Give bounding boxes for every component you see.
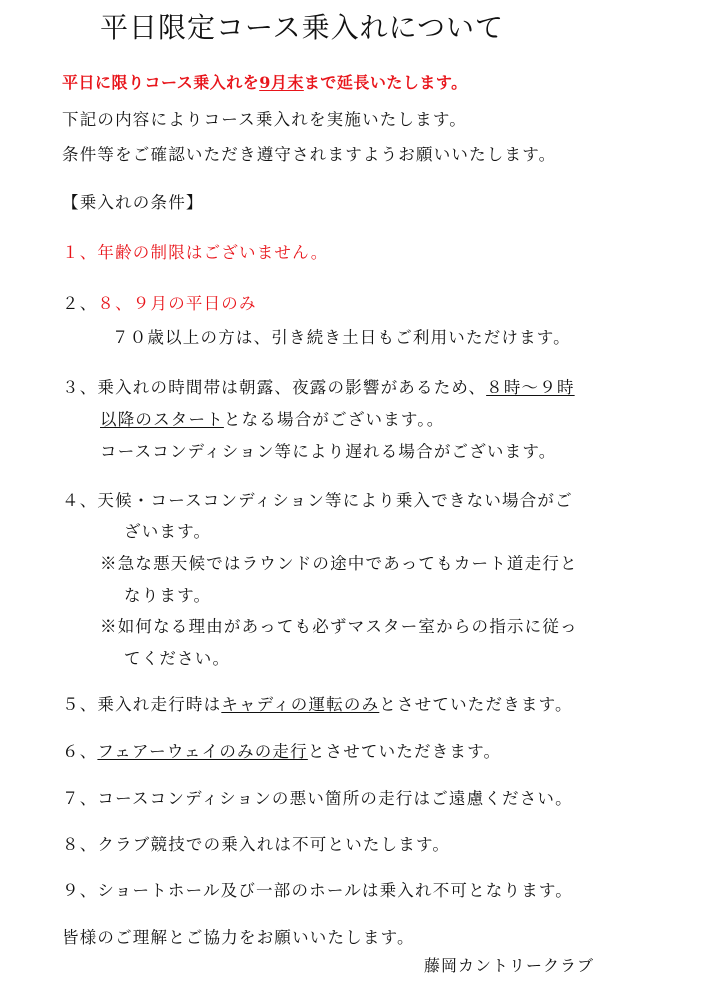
conditions-heading: 【乗入れの条件】 (62, 193, 204, 212)
condition-3-line-1 (62, 374, 575, 398)
condition-9: ９、ショートホール及び一部のホールは乗入れ不可となります。 (62, 881, 573, 900)
closing-line: 皆様のご理解とご協力をお願いいたします。 (62, 928, 415, 947)
condition-1: １、年齢の制限はございません。 (62, 243, 329, 262)
headline-text-after: まで延長いたします。 (303, 73, 468, 92)
page-title: 平日限定コース乗入れについて (100, 11, 505, 44)
condition-3-line-2 (100, 406, 444, 430)
condition-3-text: ３、乗入れの時間帯は朝露、夜露の影響があるため、 (62, 378, 487, 397)
extension-headline (62, 70, 468, 93)
condition-5-text: ５、乗入れ走行時は (62, 695, 222, 714)
headline-deadline: 9月末 (259, 73, 304, 92)
intro-line-1: 下記の内容によりコース乗入れを実施いたします。 (62, 110, 467, 129)
condition-5-tail: とさせていただきます。 (379, 695, 573, 714)
condition-6 (62, 738, 501, 762)
condition-2-number: ２、 (62, 294, 98, 313)
condition-4-note-2-line-1: ※如何なる理由があっても必ずマスター室からの指示に従っ (100, 617, 578, 636)
condition-3-line-3: コースコンディション等により遅れる場合がございます。 (100, 442, 557, 461)
club-signature: 藤岡カントリークラブ (424, 956, 595, 975)
condition-2 (62, 290, 257, 314)
condition-4-line-1: ４、天候・コースコンディション等により乗入できない場合がご (62, 491, 573, 510)
condition-6-number: ６、 (62, 742, 98, 761)
condition-8: ８、クラブ競技での乗入れは不可といたします。 (62, 835, 451, 854)
condition-5-caddie: キャディの運転のみ (221, 695, 380, 714)
intro-line-2: 条件等をご確認いただき遵守されますようお願いいたします。 (62, 145, 557, 164)
condition-3-time: ８時～９時 (486, 378, 575, 397)
condition-4-note-1-line-1: ※急な悪天候ではラウンドの途中であってもカート道走行と (100, 554, 578, 573)
condition-2-text: ８、９月の平日のみ (97, 294, 257, 313)
headline-text-before: 平日に限りコース乗入れを (62, 73, 260, 92)
condition-4-note-1-line-2: なります。 (124, 586, 212, 605)
condition-4-note-2-line-2: てください。 (124, 649, 231, 668)
condition-6-tail: とさせていただきます。 (307, 742, 502, 761)
condition-5 (62, 691, 573, 715)
condition-4-line-2: ざいます。 (124, 522, 212, 541)
condition-3-start: 以降のスタート (100, 410, 224, 429)
condition-3-tail: となる場合がございます。。 (223, 410, 445, 429)
condition-6-fairway: フェアーウェイのみの走行 (97, 742, 308, 761)
condition-2-note: ７０歳以上の方は、引き続き土日もご利用いただけます。 (112, 328, 571, 347)
condition-7: ７、コースコンディションの悪い箇所の走行はご遠慮ください。 (62, 789, 573, 808)
